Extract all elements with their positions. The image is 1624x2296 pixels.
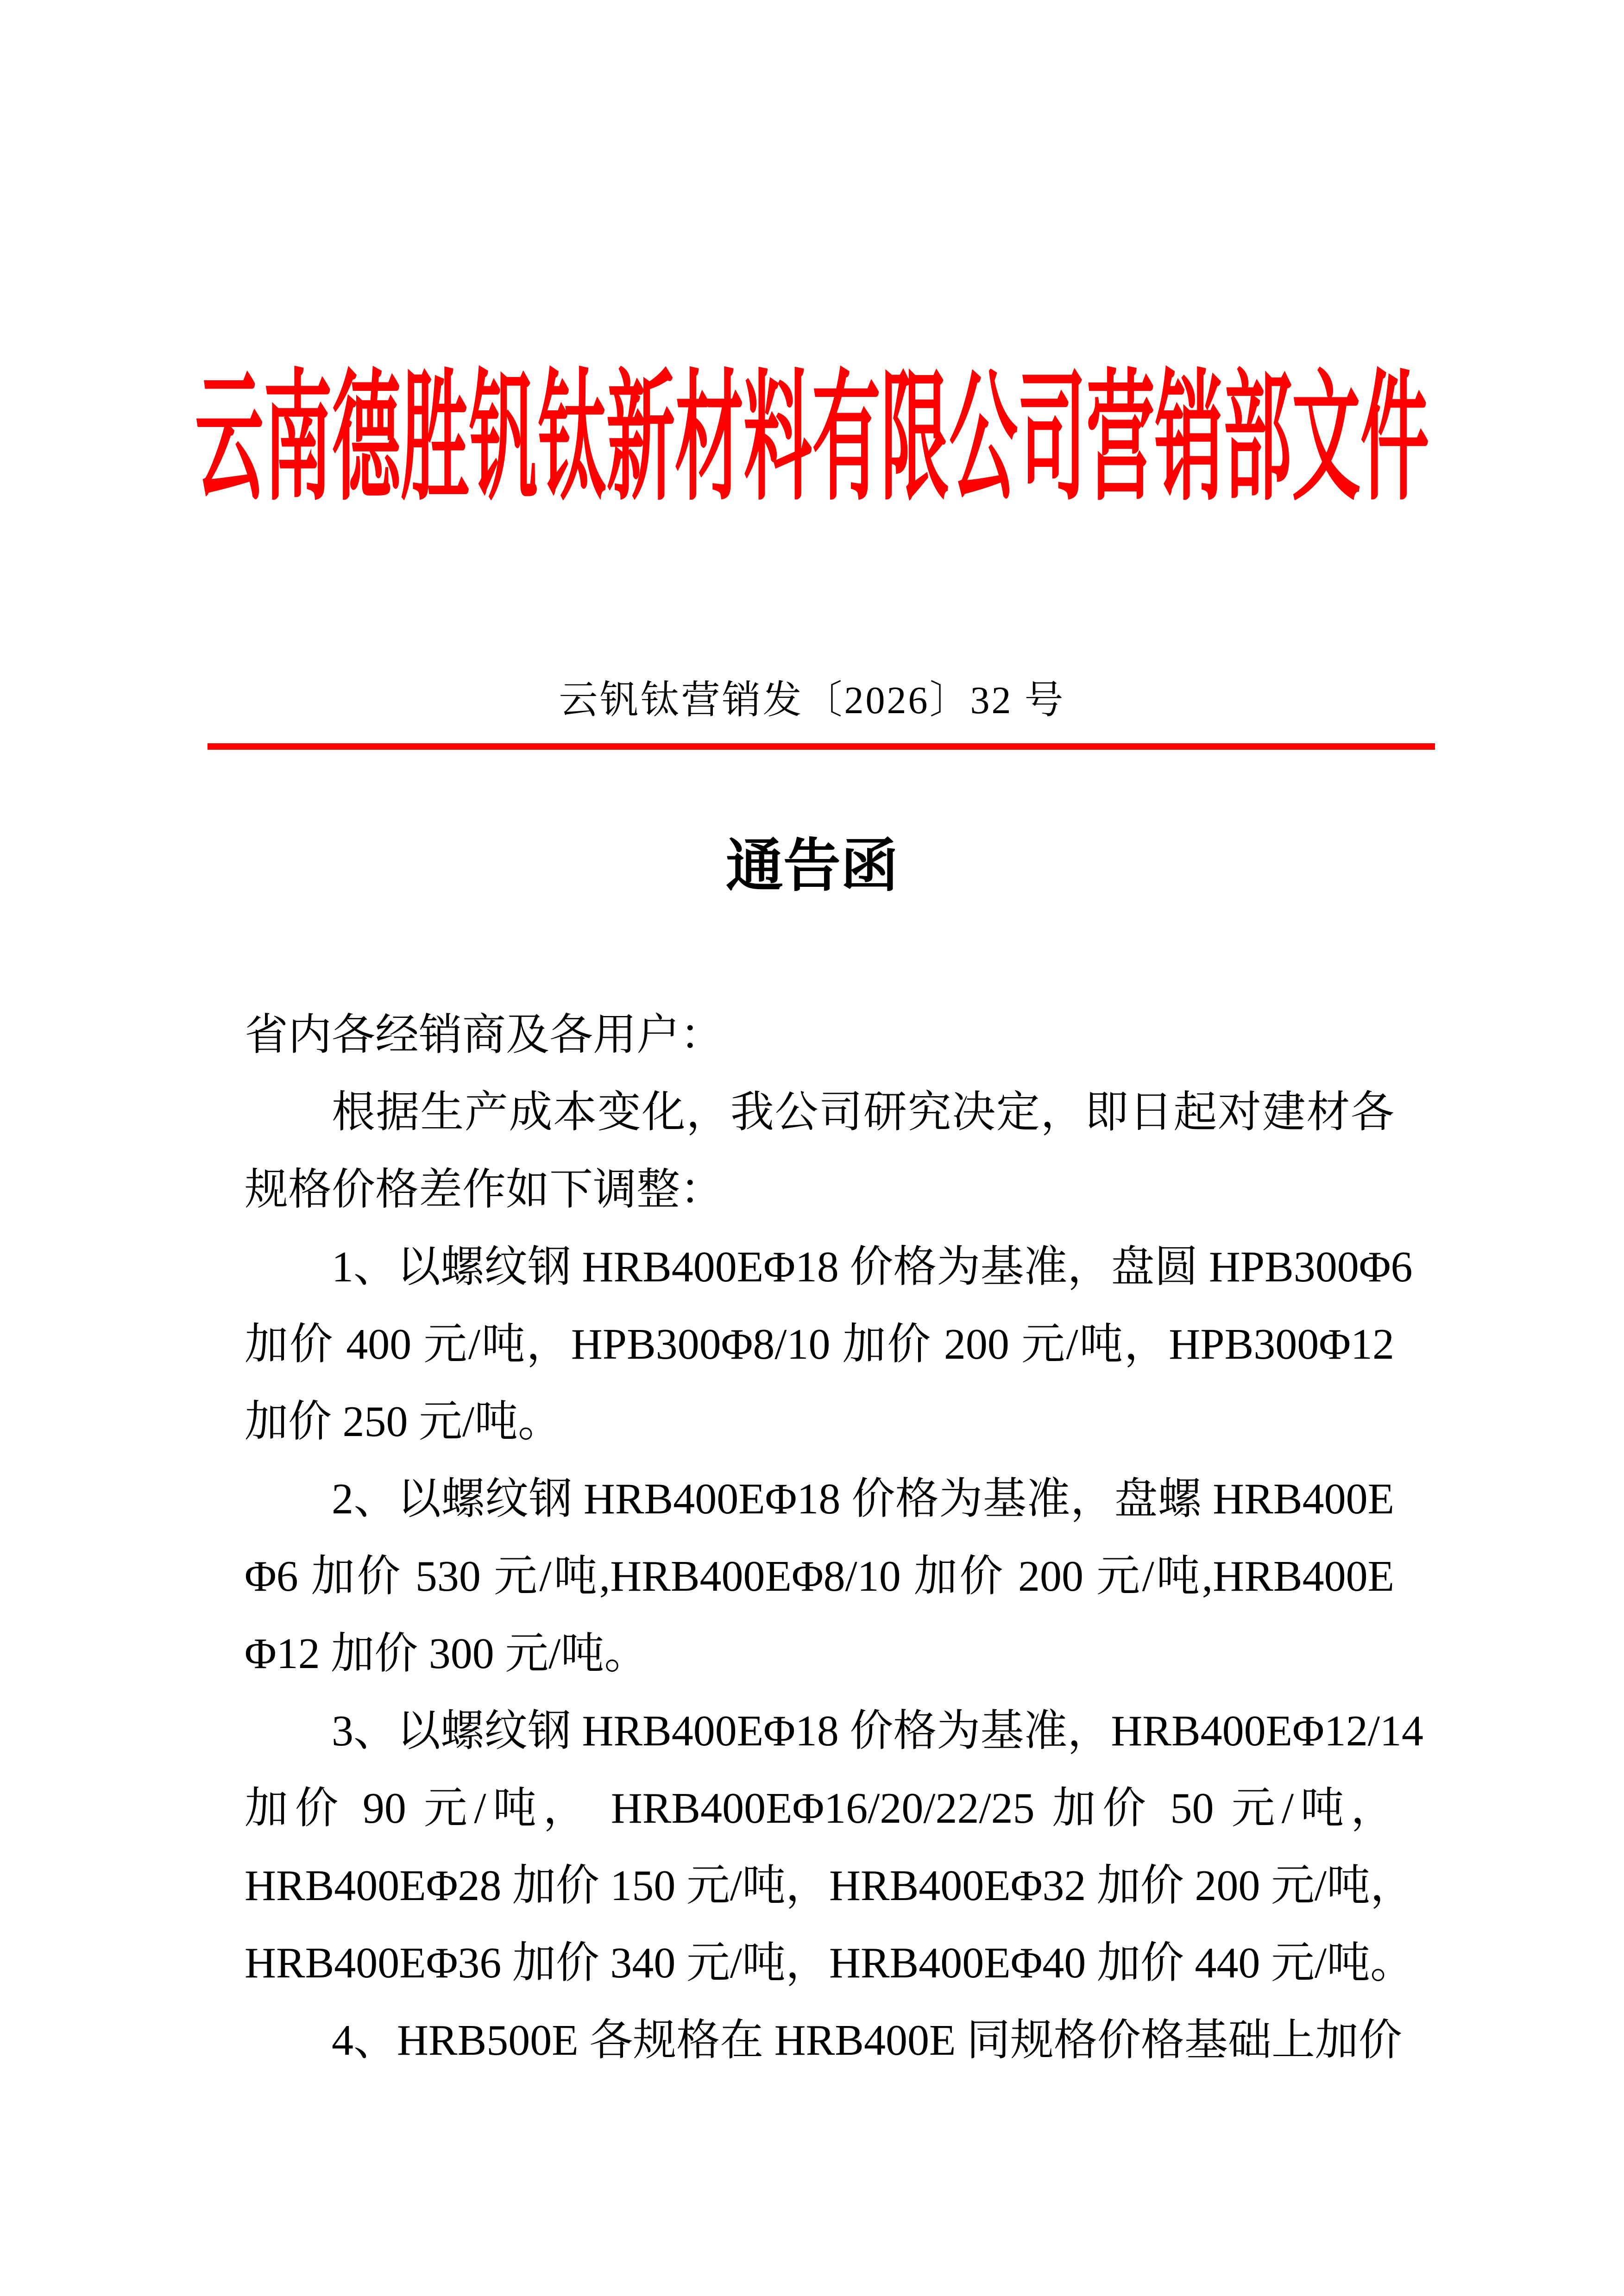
body-line: 省内各经销商及各用户： [245,1011,724,1059]
body-line: Φ12 加价 300 元/吨。 [245,1630,648,1678]
body-line: Φ6 加价 530 元/吨,HRB400EΦ8/10 加价 200 元/吨,HRB400E [245,1552,1394,1600]
body-line: 加价 400 元/吨，HPB300Φ8/10 加价 200 元/吨，HPB300Φ12 [245,1320,1394,1368]
body-line: 1、以螺纹钢 HRB400EΦ18 价格为基准，盘圆 HPB300Φ6 [332,1243,1413,1291]
doc-number: 云钒钛营销发〔2026〕32 号 [559,679,1065,722]
document-body [245,997,1423,2079]
body-line: HRB400EΦ36 加价 340 元/吨，HRB400EΦ40 加价 440 元/吨。 [245,1939,1414,1987]
body-line: HRB400EΦ28 加价 150 元/吨，HRB400EΦ32 加价 200 元/吨， [245,1862,1414,1910]
body-line: 加价 250 元/吨。 [245,1398,562,1446]
body-line: 规格价格差作如下调整： [245,1166,724,1214]
red-divider-rule [208,743,1435,750]
org-header-title: 云南德胜钒钛新材料有限公司营销部文件 [195,362,1429,518]
page-title: 通告函 [725,834,898,898]
body-line: 加价 90 元/吨， HRB400EΦ16/20/22/25 加价 50 元/吨， [245,1784,1394,1832]
body-line: 2、以螺纹钢 HRB400EΦ18 价格为基准，盘螺 HRB400E [332,1475,1394,1523]
body-line: 3、以螺纹钢 HRB400EΦ18 价格为基准，HRB400EΦ12/14 [332,1707,1423,1755]
body-line: 4、HRB500E 各规格在 HRB400E 同规格价格基础上加价 [332,2016,1402,2064]
body-line: 根据生产成本变化，我公司研究决定，即日起对建材各 [332,1088,1394,1136]
